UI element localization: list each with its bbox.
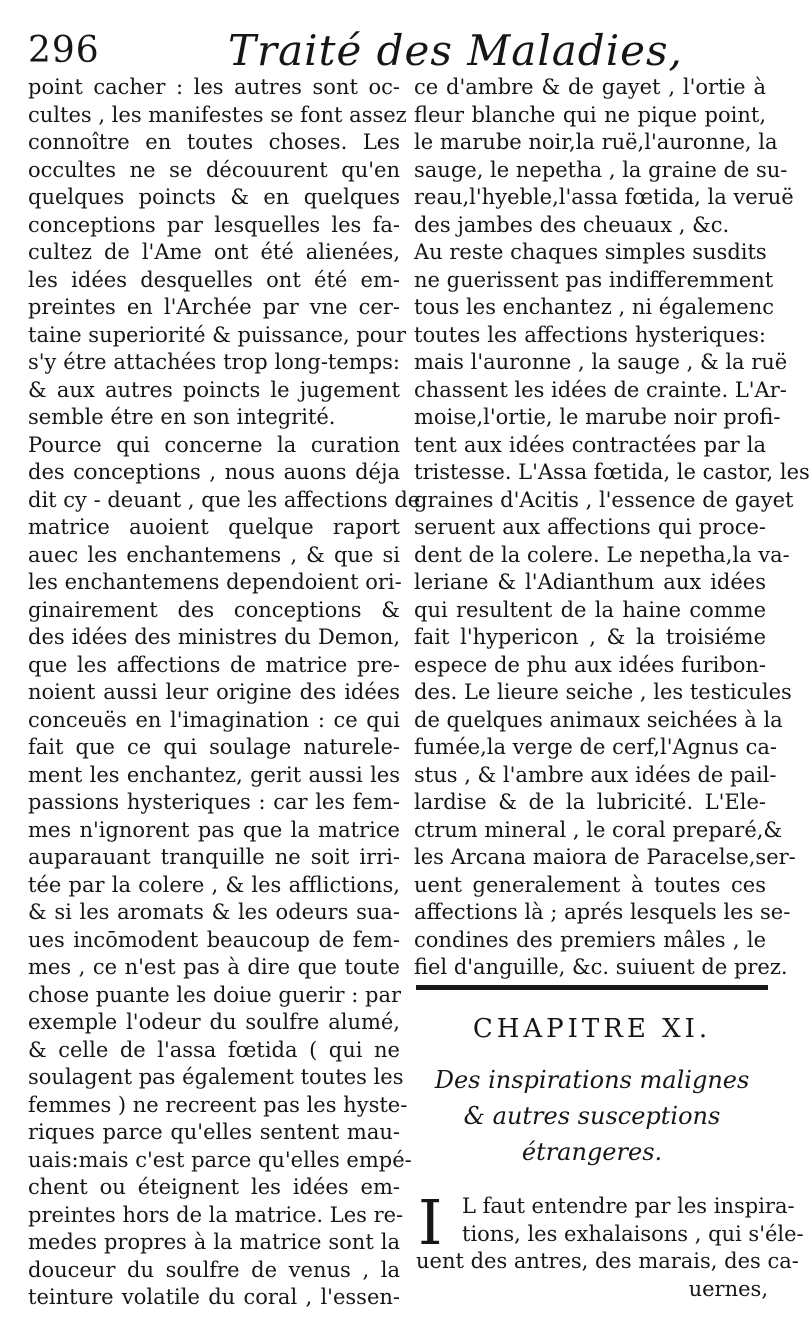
- text-line: conceptions par lesquelles les fa-: [28, 212, 400, 237]
- text-line: soulagent pas également toutes les: [28, 1065, 404, 1089]
- text-line: occultes ne se découurent qu'en: [28, 157, 400, 182]
- text-line: les enchantemens dependoient ori-: [28, 570, 402, 594]
- text-line: noient aussi leur origine des idées: [28, 680, 400, 704]
- text-line: douceur du soulfre de venus , la: [28, 1257, 400, 1282]
- text-line: & aux autres poincts le jugement: [28, 377, 400, 402]
- chapter-subtitle: [416, 1062, 768, 1170]
- text-line: les idées desquelles ont été em-: [28, 267, 400, 292]
- text-line: tée par la colere , & les afflictions,: [28, 872, 400, 897]
- text-line: point cacher : les autres sont oc-: [28, 75, 400, 99]
- text-line: ment les enchantez, gerit aussi les: [28, 762, 400, 787]
- text-line: matrice auoient quelque raport: [28, 515, 400, 539]
- text-line: tions, les exhalaisons , qui s'éle-: [462, 1221, 804, 1246]
- text-line: chose puante les doiue guerir : par: [28, 982, 402, 1007]
- text-line: fait l'hypericon , & la troisiéme: [414, 625, 766, 649]
- page-header: [28, 22, 768, 82]
- text-line: cultes , les manifestes se font assez: [28, 102, 407, 127]
- text-line: le marube noir,la ruë,l'auronne, la: [414, 130, 778, 154]
- text-line: riques parce qu'elles sentent mau-: [28, 1120, 400, 1144]
- text-line: les Arcana maiora de Paracelse,ser-: [414, 845, 796, 869]
- text-line: passions hysteriques : car les fem-: [28, 790, 400, 814]
- text-line: preintes hors de la matrice. Les re-: [28, 1202, 404, 1227]
- text-line: dent de la colere. Le nepetha,la va-: [414, 542, 790, 567]
- chapter-heading: CHAPITRE XI.: [472, 1014, 712, 1044]
- text-line: des idées des ministres du Demon,: [28, 625, 400, 649]
- text-line: medes propres à la matrice sont la: [28, 1230, 400, 1254]
- text-line: fumée,la verge de cerf,l'Agnus ca-: [414, 735, 777, 759]
- text-line: espece de phu aux idées furibon-: [414, 652, 766, 677]
- text-line: chent ou éteignent les idées em-: [28, 1175, 400, 1199]
- text-line: Pource qui concerne la curation: [28, 432, 400, 457]
- text-line: L faut entendre par les inspira-: [462, 1194, 795, 1218]
- text-line: que les affections de matrice pre-: [28, 652, 400, 677]
- text-line: ginairement des conceptions &: [28, 597, 400, 622]
- text-line: graines d'Acitis , l'essence de gayet: [414, 487, 794, 512]
- text-line: uais:mais c'est parce qu'elles empé-: [28, 1147, 412, 1172]
- text-line: des conceptions , nous auons déja: [28, 460, 400, 484]
- running-title: Traité des Maladies,: [228, 26, 683, 75]
- text-line: tent aux idées contractées par la: [414, 432, 766, 457]
- drop-cap: I: [418, 1186, 443, 1259]
- text-line: Au reste chaques simples susdits: [414, 240, 767, 264]
- text-line: sauge, le nepetha , la graine de su-: [414, 157, 788, 182]
- chapter-divider-rule: [416, 985, 768, 990]
- text-line: des jambes des cheuaux , &c.: [414, 212, 730, 237]
- text-line: ctrum mineral , le coral preparé,&: [414, 817, 783, 842]
- chapter-opening-text: [462, 1193, 804, 1248]
- text-line: ues incōmodent beaucoup de fem-: [28, 927, 400, 952]
- text-line: fleur blanche qui ne pique point,: [414, 102, 766, 127]
- right-text-column: [414, 74, 810, 982]
- text-line: ce d'ambre & de gayet , l'ortie à: [414, 75, 766, 99]
- text-line: moise,l'ortie, le marube noir profi-: [414, 405, 781, 429]
- text-line: chassent les idées de crainte. L'Ar-: [414, 377, 787, 402]
- text-line: uent generalement à toutes ces: [414, 872, 766, 897]
- text-line: teinture volatile du coral , l'essen-: [28, 1285, 400, 1309]
- text-line: s'y étre attachées trop long-temps:: [28, 350, 400, 374]
- text-line: auec les enchantemens , & que si: [28, 542, 400, 567]
- left-text-column: [28, 74, 421, 1312]
- text-line: mes n'ignorent pas que la matrice: [28, 817, 400, 842]
- text-line: toutes les affections hysteriques:: [414, 322, 766, 347]
- text-line: leriane & l'Adianthum aux idées: [414, 570, 766, 594]
- text-line: ne guerissent pas indifferemment: [414, 267, 774, 292]
- text-line: uent des antres, des marais, des ca-: [416, 1249, 799, 1273]
- text-line: exemple l'odeur du soulfre alumé,: [28, 1010, 400, 1034]
- text-line: taine superiorité & puissance, pour: [28, 322, 407, 347]
- text-line: de quelques animaux seichées à la: [414, 707, 783, 732]
- text-line: & celle de l'assa fœtida ( qui ne: [28, 1037, 400, 1062]
- text-line: fait que ce qui soulage naturele-: [28, 735, 400, 759]
- text-line: affections là ; aprés lesquels les se-: [414, 900, 791, 924]
- chapter-subtitle-line: & autres susceptions: [463, 1102, 721, 1130]
- text-line: conceuës en l'imagination : ce qui: [28, 707, 400, 732]
- text-line: femmes ) ne recreent pas les hyste-: [28, 1092, 408, 1117]
- text-line: des. Le lieure seiche , les testicules: [414, 680, 792, 704]
- text-line: seruent aux affections qui proce-: [414, 515, 766, 539]
- text-line: tristesse. L'Assa fœtida, le castor, les: [414, 460, 810, 484]
- text-line: mais l'auronne , la sauge , & la ruë: [414, 350, 788, 374]
- text-line: auparauant tranquille ne soit irri-: [28, 845, 400, 869]
- text-line: quelques poincts & en quelques: [28, 185, 400, 209]
- text-line: preintes en l'Archée par vne cer-: [28, 295, 400, 319]
- text-line: tous les enchantez , ni égalemenc: [414, 295, 774, 319]
- text-line: fiel d'anguille, &c. suiuent de prez.: [414, 955, 788, 979]
- chapter-continued-text: [416, 1248, 799, 1303]
- text-line: & si les aromats & les odeurs sua-: [28, 900, 400, 924]
- text-line: lardise & de la lubricité. L'Ele-: [414, 790, 766, 814]
- text-line: reau,l'hyeble,l'assa fœtida, la veruë: [414, 185, 794, 209]
- text-line: cultez de l'Ame ont été alienées,: [28, 240, 400, 264]
- text-line: mes , ce n'est pas à dire que toute: [28, 955, 400, 979]
- text-line: uernes,: [688, 1276, 768, 1301]
- text-line: semble étre en son integrité.: [28, 405, 336, 429]
- text-line: stus , & l'ambre aux idées de pail-: [414, 762, 777, 787]
- page-number: 296: [28, 30, 100, 71]
- chapter-subtitle-line: étrangeres.: [521, 1138, 663, 1166]
- text-line: connoître en toutes choses. Les: [28, 130, 400, 154]
- text-line: condines des premiers mâles , le: [414, 927, 766, 952]
- text-line: qui resultent de la haine comme: [414, 597, 766, 622]
- text-line: dit cy - deuant , que les affections de: [28, 487, 421, 512]
- chapter-subtitle-line: Des inspirations malignes: [434, 1066, 750, 1094]
